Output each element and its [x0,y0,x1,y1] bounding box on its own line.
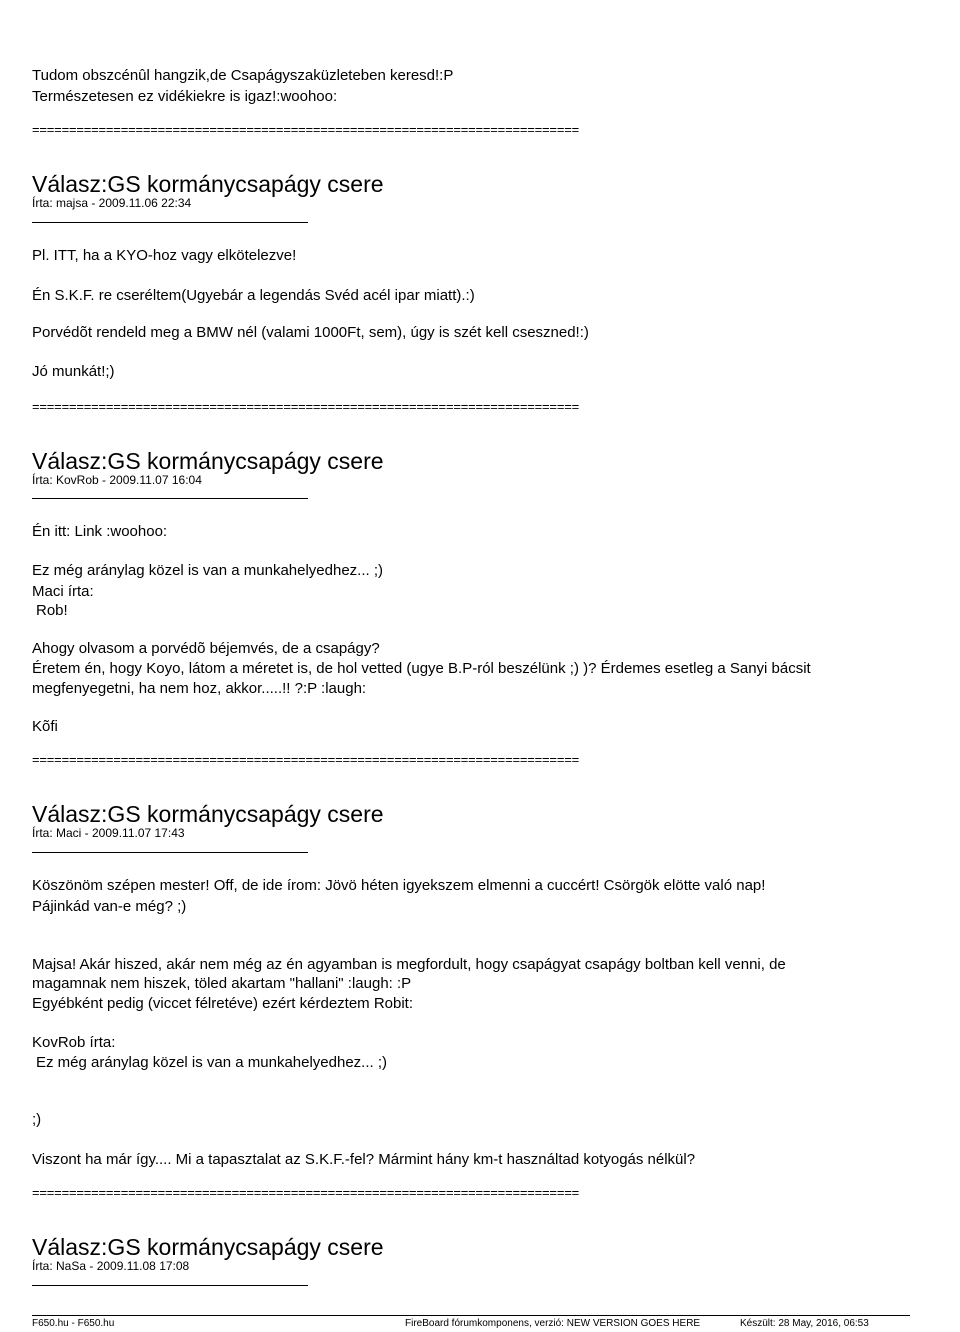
intro-line-2: Természetesen ez vidékiekre is igaz!:woohoo: [32,88,338,105]
post-text: Köszönöm szépen mester! Off, de ide írom: Jövö héten igyekszem elmenni a cuccért! Csörgök elötte való nap! [32,877,766,894]
quote-author: KovRob írta: [32,1034,116,1051]
separator: ========================================================================== [32,752,579,767]
post-divider [32,222,308,223]
post-text: megfenyegetni, ha nem hoz, akkor.....!! ?:P :laugh: [32,680,367,697]
post-title: Válasz:GS kormánycsapágy csere [32,801,384,827]
post-title: Válasz:GS kormánycsapágy csere [32,171,384,197]
footer-generated: Készült: 28 May, 2016, 06:53 [740,1318,869,1329]
post-text: Én S.K.F. re cseréltem(Ugyebár a legendás Svéd acél ipar miatt).:) [32,287,475,304]
post-text: Ez még aránylag közel is van a munkahelyedhez... ;) [32,562,384,579]
post-text: Én itt: Link :woohoo: [32,523,168,540]
post-divider [32,1285,308,1286]
post-text: Majsa! Akár hiszed, akár nem még az én agyamban is megfordult, hogy csapágyat csapágy boltban kell venni, de [32,956,786,973]
post-text: Pájinkád van-e még? ;) [32,898,187,915]
post-title: Válasz:GS kormánycsapágy csere [32,1234,384,1260]
post-title: Válasz:GS kormánycsapágy csere [32,448,384,474]
post-text: Kõfi [32,718,58,735]
post-text: Pl. ITT, ha a KYO-hoz vagy elkötelezve! [32,247,297,264]
footer-component: FireBoard fórumkomponens, verzió: NEW VERSION GOES HERE [405,1318,701,1329]
post-text: Egyébként pedig (viccet félretéve) ezért kérdeztem Robit: [32,995,414,1012]
post-meta: Írta: NaSa - 2009.11.08 17:08 [32,1259,190,1273]
separator: ========================================================================== [32,122,579,137]
post-text: ;) [32,1111,42,1128]
quote-text: Ez még aránylag közel is van a munkahelyedhez... ;) [36,1054,388,1071]
separator: ========================================================================== [32,1185,579,1200]
post-meta: Írta: majsa - 2009.11.06 22:34 [32,196,192,210]
post-text: magamnak nem hiszek, töled akartam "hallani" :laugh: :P [32,975,412,992]
post-meta: Írta: Maci - 2009.11.07 17:43 [32,826,185,840]
separator: ========================================================================== [32,399,579,414]
quote-text: Rob! [36,602,68,619]
post-divider [32,498,308,499]
footer-divider [32,1315,910,1316]
post-text: Porvédõt rendeld meg a BMW nél (valami 1000Ft, sem), úgy is szét kell cseszned!:) [32,324,589,341]
post-divider [32,852,308,853]
post-text: Ahogy olvasom a porvédõ béjemvés, de a csapágy? [32,640,380,657]
post-text: Éretem én, hogy Koyo, látom a méretet is, de hol vetted (ugye B.P-ról beszélünk ;) )? Érdemes esetleg a Sanyi bácsit [32,660,811,677]
intro-line-1: Tudom obszcénûl hangzik,de Csapágyszaküzleteben keresd!:P [32,67,454,84]
quote-author: Maci írta: [32,583,94,600]
footer-site: F650.hu - F650.hu [32,1318,115,1329]
post-text: Viszont ha már így.... Mi a tapasztalat az S.K.F.-fel? Mármint hány km-t használtad kotyogás nélkül? [32,1151,696,1168]
post-meta: Írta: KovRob - 2009.11.07 16:04 [32,473,202,487]
post-text: Jó munkát!;) [32,363,115,380]
